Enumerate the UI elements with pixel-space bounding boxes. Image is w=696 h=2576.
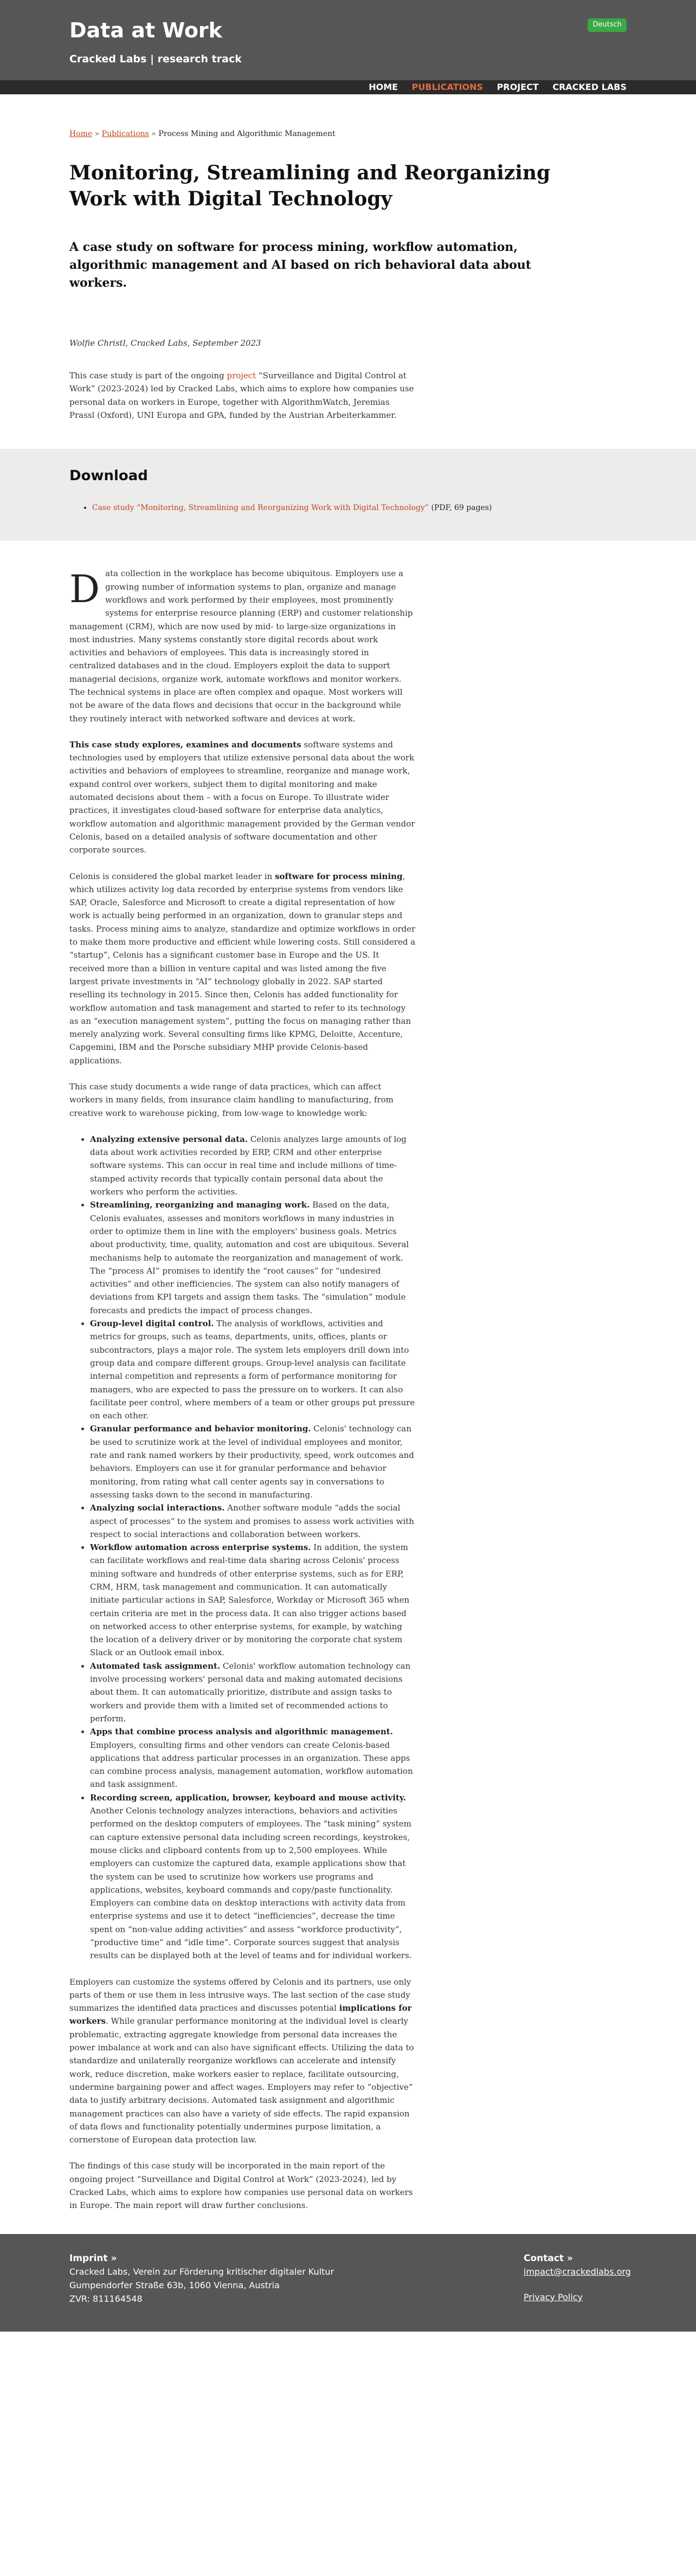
- nav-item-cracked-labs[interactable]: CRACKED LABS: [552, 82, 627, 92]
- article-body-wrapper: [69, 567, 627, 2212]
- download-section: [0, 449, 696, 541]
- paragraph-2: [69, 738, 416, 857]
- site-footer: [0, 2234, 696, 2332]
- breadcrumb-publications-link[interactable]: Publications: [101, 130, 149, 138]
- download-heading: Download: [69, 468, 148, 485]
- list-item-title: Granular performance and behavior monitoring.: [90, 1424, 311, 1434]
- list-item-text: Another Celonis technology analyzes interactions, behaviors and activities performed on the desktop computers of employees. The “task mining” system can capture extensive personal data including screen recordings, keystrokes, mouse clicks and clipboard contents from up to 2,500 employees. While employers can customize the captured data, example applications show that the system can be used to scrutinize how workers use programs and applications, websites, keyboard commands and copy/paste functionality. Employers can combine data on desktop interactions with activity data from enterprise systems and use it to detect “inefficiencies”, decrease the time spent on “non-value adding activities” and assess “workforce productivity”, “productive time” and “idle time”. Corporate sources suggest that analysis results can be displayed both at the level of teams and for individual workers.: [90, 1806, 412, 1961]
- contact-email-link[interactable]: impact@crackedlabs.org: [524, 2266, 631, 2277]
- list-item-text: Another software module “adds the social aspect of processes” to the system and promises to assess work activities with respect to social interactions and collaboration between workers.: [90, 1503, 414, 1539]
- list-item: [90, 1660, 416, 1725]
- nav-item-home[interactable]: HOME: [369, 82, 398, 92]
- intro-text: “Surveillance and Digital Control at Work” (2023-2024) led by Cracked Labs, which aims to explore how companies use personal data on workers in Europe, together with AlgorithmWatch, Jeremias Prassl (Oxford), UNI Europa and GPA, funded by the Austrian Arbeiterkammer.: [69, 371, 414, 421]
- paragraph-3: [69, 870, 416, 1067]
- list-item: [90, 1317, 416, 1422]
- paragraph-1: [69, 567, 416, 725]
- page-title: Monitoring, Streamlining and Reorganizing Work with Digital Technology: [69, 162, 551, 211]
- list-item-text: Employers, consulting firms and other vendors can create Celonis-based applications that address particular processes in an organization. These apps can combine process analysis, management automation, workflow automation and task assignment.: [90, 1740, 413, 1790]
- main-nav: [0, 80, 696, 94]
- main-content: [69, 128, 627, 422]
- intro-text: This case study is part of the ongoing: [69, 371, 227, 381]
- breadcrumb-separator: »: [92, 130, 102, 138]
- list-item-title: Analyzing extensive personal data.: [90, 1134, 248, 1144]
- pdf-meta: (PDF, 69 pages): [429, 503, 492, 512]
- list-item-text: In addition, the system can facilitate workflows and real-time data sharing across Celonis' process mining software and hundreds of other enterprise systems, such as for ERP, CRM, HRM, task management and communication. It can automatically initiate particular actions in SAP, Salesforce, Workday or Microsoft 365 when certain criteria are met in the process data. It can also trigger actions based on networked access to other enterprise systems, for example, by watching the location of a delivery driver or by monitoring the corporate chat system Slack or an Outlook email inbox.: [90, 1542, 410, 1658]
- list-item-title: Recording screen, application, browser, keyboard and mouse activity.: [90, 1792, 407, 1803]
- language-toggle-button[interactable]: Deutsch: [588, 18, 627, 32]
- list-item-text: Based on the data, Celonis evaluates, assesses and monitors workflows in many industries in order to optimize them in line with the employers' business goals. Metrics about productivity, time, quality, automation and cost are ubiquitous. Several mechanisms help to automate the reorganization and management of work. The “process AI” promises to identify the “root causes” for “undesired activities” and other inefficiencies. The system can also notify managers of deviations from KPI targets and assign them tasks. The “simulation” module forecasts and predicts the impact of process changes.: [90, 1200, 409, 1315]
- site-header: [0, 0, 696, 80]
- paragraph-bold: This case study explores, examines and documents: [69, 739, 301, 750]
- imprint-line: Gumpendorfer Straße 63b, 1060 Vienna, Austria: [69, 2280, 280, 2290]
- paragraph-6: The findings of this case study will be incorporated in the main report of the ongoing project “Surveillance and Digital Control at Work” (2023-2024), led by Cracked Labs, which aims to explore how companies use personal data on workers in Europe. The main report will draw further conclusions.: [69, 2161, 413, 2211]
- nav-item-publications[interactable]: PUBLICATIONS: [411, 82, 483, 92]
- nav-item-project[interactable]: PROJECT: [497, 82, 539, 92]
- paragraph-bold: implications for workers: [69, 2003, 412, 2026]
- pdf-download-link[interactable]: Case study “Monitoring, Streamlining and Reorganizing Work with Digital Technology”: [92, 503, 429, 512]
- paragraph-text: Celonis is considered the global market leader in: [69, 871, 275, 881]
- list-item-text: Celonis analyzes large amounts of log data about work activities recorded by ERP, CRM and other enterprise software systems. This can occur in real time and include millions of time-stamped activity records that typically contain personal data about the workers who perform the activities.: [90, 1134, 407, 1197]
- list-item: [90, 1198, 416, 1317]
- list-item-text: Celonis' technology can be used to scrutinize work at the level of individual employees and monitor, rate and rank named workers by their productivity, speed, work outcomes and behaviors. Employers can use it for granular performance and behavior monitoring, from rating what call center agents say in conversations to assessing tasks down to the second in manufacturing.: [90, 1424, 414, 1500]
- imprint-line: ZVR: 811164548: [69, 2293, 143, 2304]
- list-item: [90, 1541, 416, 1660]
- list-item-title: Apps that combine process analysis and algorithmic management.: [90, 1727, 393, 1737]
- site-title[interactable]: Data at Work: [69, 18, 222, 42]
- paragraph-4: This case study documents a wide range of data practices, which can affect workers in many fields, from insurance claim handling to manufacturing, from creative work to warehouse picking, from low-wage to knowledge work:: [69, 1082, 394, 1118]
- privacy-policy-link[interactable]: Privacy Policy: [524, 2291, 583, 2302]
- imprint-line: Cracked Labs, Verein zur Förderung kritischer digitaler Kultur: [69, 2266, 334, 2277]
- list-item: [90, 1501, 416, 1541]
- footer-imprint: [69, 2251, 334, 2306]
- list-item: [90, 1725, 416, 1791]
- paragraph-text: Employers can customize the systems offered by Celonis and its partners, use only parts of them or use them in less intrusive ways. The last section of the case study summarizes the identified data practices and discusses potential: [69, 1977, 411, 2013]
- paragraph-text: ata collection in the workplace has become ubiquitous. Employers use a growing number of information systems to plan, organize and manage workflows and work performed by their employees, most prominently systems for enterprise resource planning (ERP) and customer relationship management (CRM), which are now used by mid- to large-size organizations in most industries. Many systems constantly store digital records about work activities and behaviors of employees. This data is increasingly stored in centralized databases and in the cloud. Employers exploit the data to support managerial decisions, organize work, automate workflows and monitor workers. The technical systems in place are often complex and opaque. Most workers will not be aware of the data flows and decisions that occur in the background while they routinely interact with networked software and devices at work.: [69, 569, 413, 724]
- breadcrumb: [69, 128, 627, 140]
- project-link[interactable]: project: [227, 371, 256, 381]
- list-item-title: Group-level digital control.: [90, 1319, 214, 1329]
- paragraph-text: software systems and technologies used by employers that utilize extensive personal data about the work activities and behaviors of employees to streamline, reorganize and manage work, expand control over workers, subject them to digital monitoring and make automated decisions about them – with a focus on Europe. To illustrate wider practices, it investigates cloud-based software for enterprise data analytics, workflow automation and algorithmic management provided by the German vendor Celonis, based on a detailed analysis of software documentation and other corporate sources.: [69, 739, 415, 855]
- paragraph-text: . While granular performance monitoring at the individual level is clearly problematic, extracting aggregate knowledge from personal data increases the power imbalance at work and can also have significant effects. Utilizing the data to standardize and unilaterally reorganize workflows can accelerate and intensify work, reduce discretion, make workers easier to replace, facilitate outsourcing, undermine bargaining power and affect wages. Employers may refer to “objective” data to justify arbitrary decisions. Automated task assignment and algorithmic management practices can also have a variety of side effects. The rapid expansion of data flows and functionality potentially undermines purpose limitation, a cornerstone of European data protection law.: [69, 2016, 414, 2145]
- list-item: [90, 1422, 416, 1501]
- paragraph-5: [69, 1975, 416, 2147]
- data-practices-list: [90, 1133, 416, 1962]
- drop-cap: D: [69, 567, 100, 612]
- list-item-title: Streamlining, reorganizing and managing work.: [90, 1200, 310, 1210]
- download-item: [92, 502, 627, 514]
- article-body: [69, 567, 416, 2212]
- list-item: [90, 1791, 416, 1962]
- article-byline: Wolfie Christl, Cracked Labs, September 2023: [69, 338, 261, 348]
- list-item-title: Analyzing social interactions.: [90, 1503, 225, 1513]
- imprint-heading-link[interactable]: Imprint »: [69, 2252, 117, 2264]
- breadcrumb-current: Process Mining and Algorithmic Management: [158, 130, 336, 138]
- brand: [69, 18, 242, 67]
- list-item-title: Workflow automation across enterprise systems.: [90, 1542, 311, 1553]
- breadcrumb-separator: »: [149, 130, 159, 138]
- footer-contact: [524, 2251, 631, 2304]
- download-list: [92, 502, 627, 514]
- breadcrumb-home-link[interactable]: Home: [69, 130, 93, 138]
- list-item-title: Automated task assignment.: [90, 1661, 221, 1671]
- paragraph-text: , which utilizes activity log data recorded by enterprise systems from vendors like SAP, Oracle, Salesforce and Microsoft to create a digital representation of how work is actually being performed in an organization, down to granular steps and tasks. Process mining aims to analyze, standardize and optimize workflows in order to make them more productive and efficient while lowering costs. Still considered a “startup”, Celonis has a significant customer base in Europe and the US. It received more than a billion in venture capital and was listed among the five largest private investments in “AI” technology globally in 2022. SAP started reselling its technology in 2015. Since then, Celonis has added functionality for workflow automation and task management and started to refer to its technology as an “execution management system”, putting the focus on managing rather than merely analyzing work. Several consulting firms like KPMG, Deloitte, Accenture, Capgemini, IBM and the Porsche subsidiary MHP provide Celonis-based applications.: [69, 871, 416, 1066]
- paragraph-bold: software for process mining: [275, 871, 403, 881]
- list-item-text: Celonis' workflow automation technology can involve processing workers' personal data and making automated decisions about them. It can automatically prioritize, distribute and assign tasks to workers and provide them with a limited set of recommended actions to perform.: [90, 1661, 411, 1723]
- site-subtitle: Cracked Labs | research track: [69, 53, 242, 65]
- article-intro: [69, 369, 416, 422]
- list-item-text: The analysis of workflows, activities and metrics for groups, such as teams, departments, units, offices, plants or subcontractors, plays a major role. The system lets employers drill down into group data and compare different groups. Group-level analysis can facilitate internal competition and represents a form of performance monitoring for managers, who are expected to pass the pressure on to workers. It can also facilitate peer control, where members of a team or other groups put pressure on each other.: [90, 1319, 415, 1421]
- list-item: [90, 1133, 416, 1198]
- contact-heading-link[interactable]: Contact »: [524, 2252, 573, 2264]
- article-lead: A case study on software for process mining, workflow automation, algorithmic management and AI based on rich behavioral data about workers.: [69, 240, 531, 290]
